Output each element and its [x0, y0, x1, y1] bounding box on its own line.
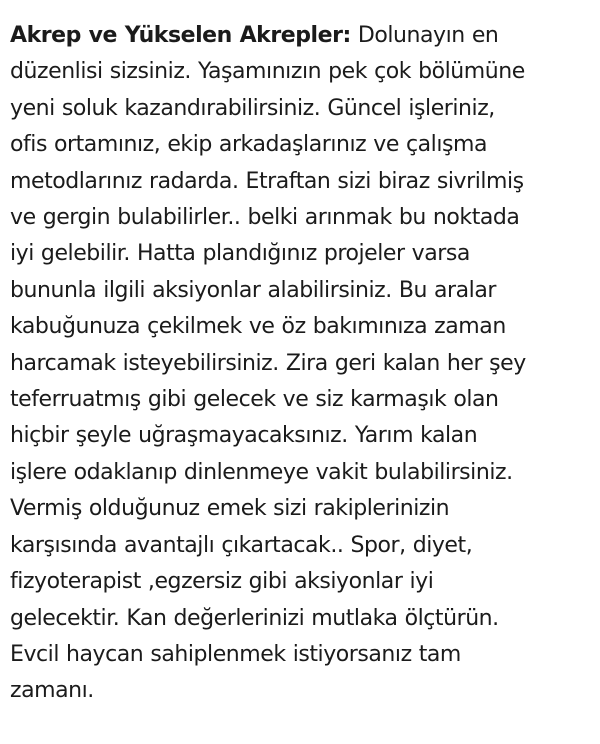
post-heading: Akrep ve Yükselen Akrepler: — [10, 23, 351, 48]
post-line-10: harcamak isteyebilirsiniz. Zira geri kalan her şey — [10, 350, 526, 376]
post-line-3: yeni soluk kazandırabilirsiniz. Güncel işleriniz, — [10, 95, 495, 121]
post-line-7: iyi gelebilir. Hatta plandığınız projeler varsa — [10, 241, 470, 267]
post-line-5: metodlarınız radarda. Etraftan sizi biraz sivrilmiş — [10, 168, 524, 194]
post-line-12: hiçbir şeyle uğraşmayacaksınız. Yarım kalan — [10, 423, 478, 449]
post-line-19: zamanı. — [10, 678, 94, 704]
post-line-11: teferruatmış gibi gelecek ve siz karmaşık olan — [10, 387, 499, 413]
post-line-18: Evcil haycan sahiplenmek istiyorsanız tam — [10, 641, 461, 667]
post-line-14: Vermiş olduğunuz emek sizi rakiplerinizin — [10, 496, 450, 522]
post-line-9: kabuğunuza çekilmek ve öz bakımınıza zaman — [10, 314, 506, 340]
post-line-1 — [10, 18, 595, 54]
post-line-13: işlere odaklanıp dinlenmeye vakit bulabilirsiniz. — [10, 459, 513, 485]
post-line-8: bununla ilgili aksiyonlar alabilirsiniz. Bu aralar — [10, 277, 496, 303]
post-line-15: karşısında avantajlı çıkartacak.. Spor, diyet, — [10, 532, 473, 558]
post-line-6: ve gergin bulabilirler.. belki arınmak bu noktada — [10, 205, 520, 231]
post-line-2: düzenlisi sizsiniz. Yaşamınızın pek çok bölümüne — [10, 59, 525, 85]
post-line-17: gelecektir. Kan değerlerinizi mutlaka ölçtürün. — [10, 605, 499, 631]
post-body — [10, 18, 595, 710]
post-line-4: ofis ortamınız, ekip arkadaşlarınız ve çalışma — [10, 132, 488, 158]
post-line-16: fizyoterapist ,egzersiz gibi aksiyonlar iyi — [10, 569, 434, 595]
post-line-text: Dolunayın en — [350, 23, 499, 48]
